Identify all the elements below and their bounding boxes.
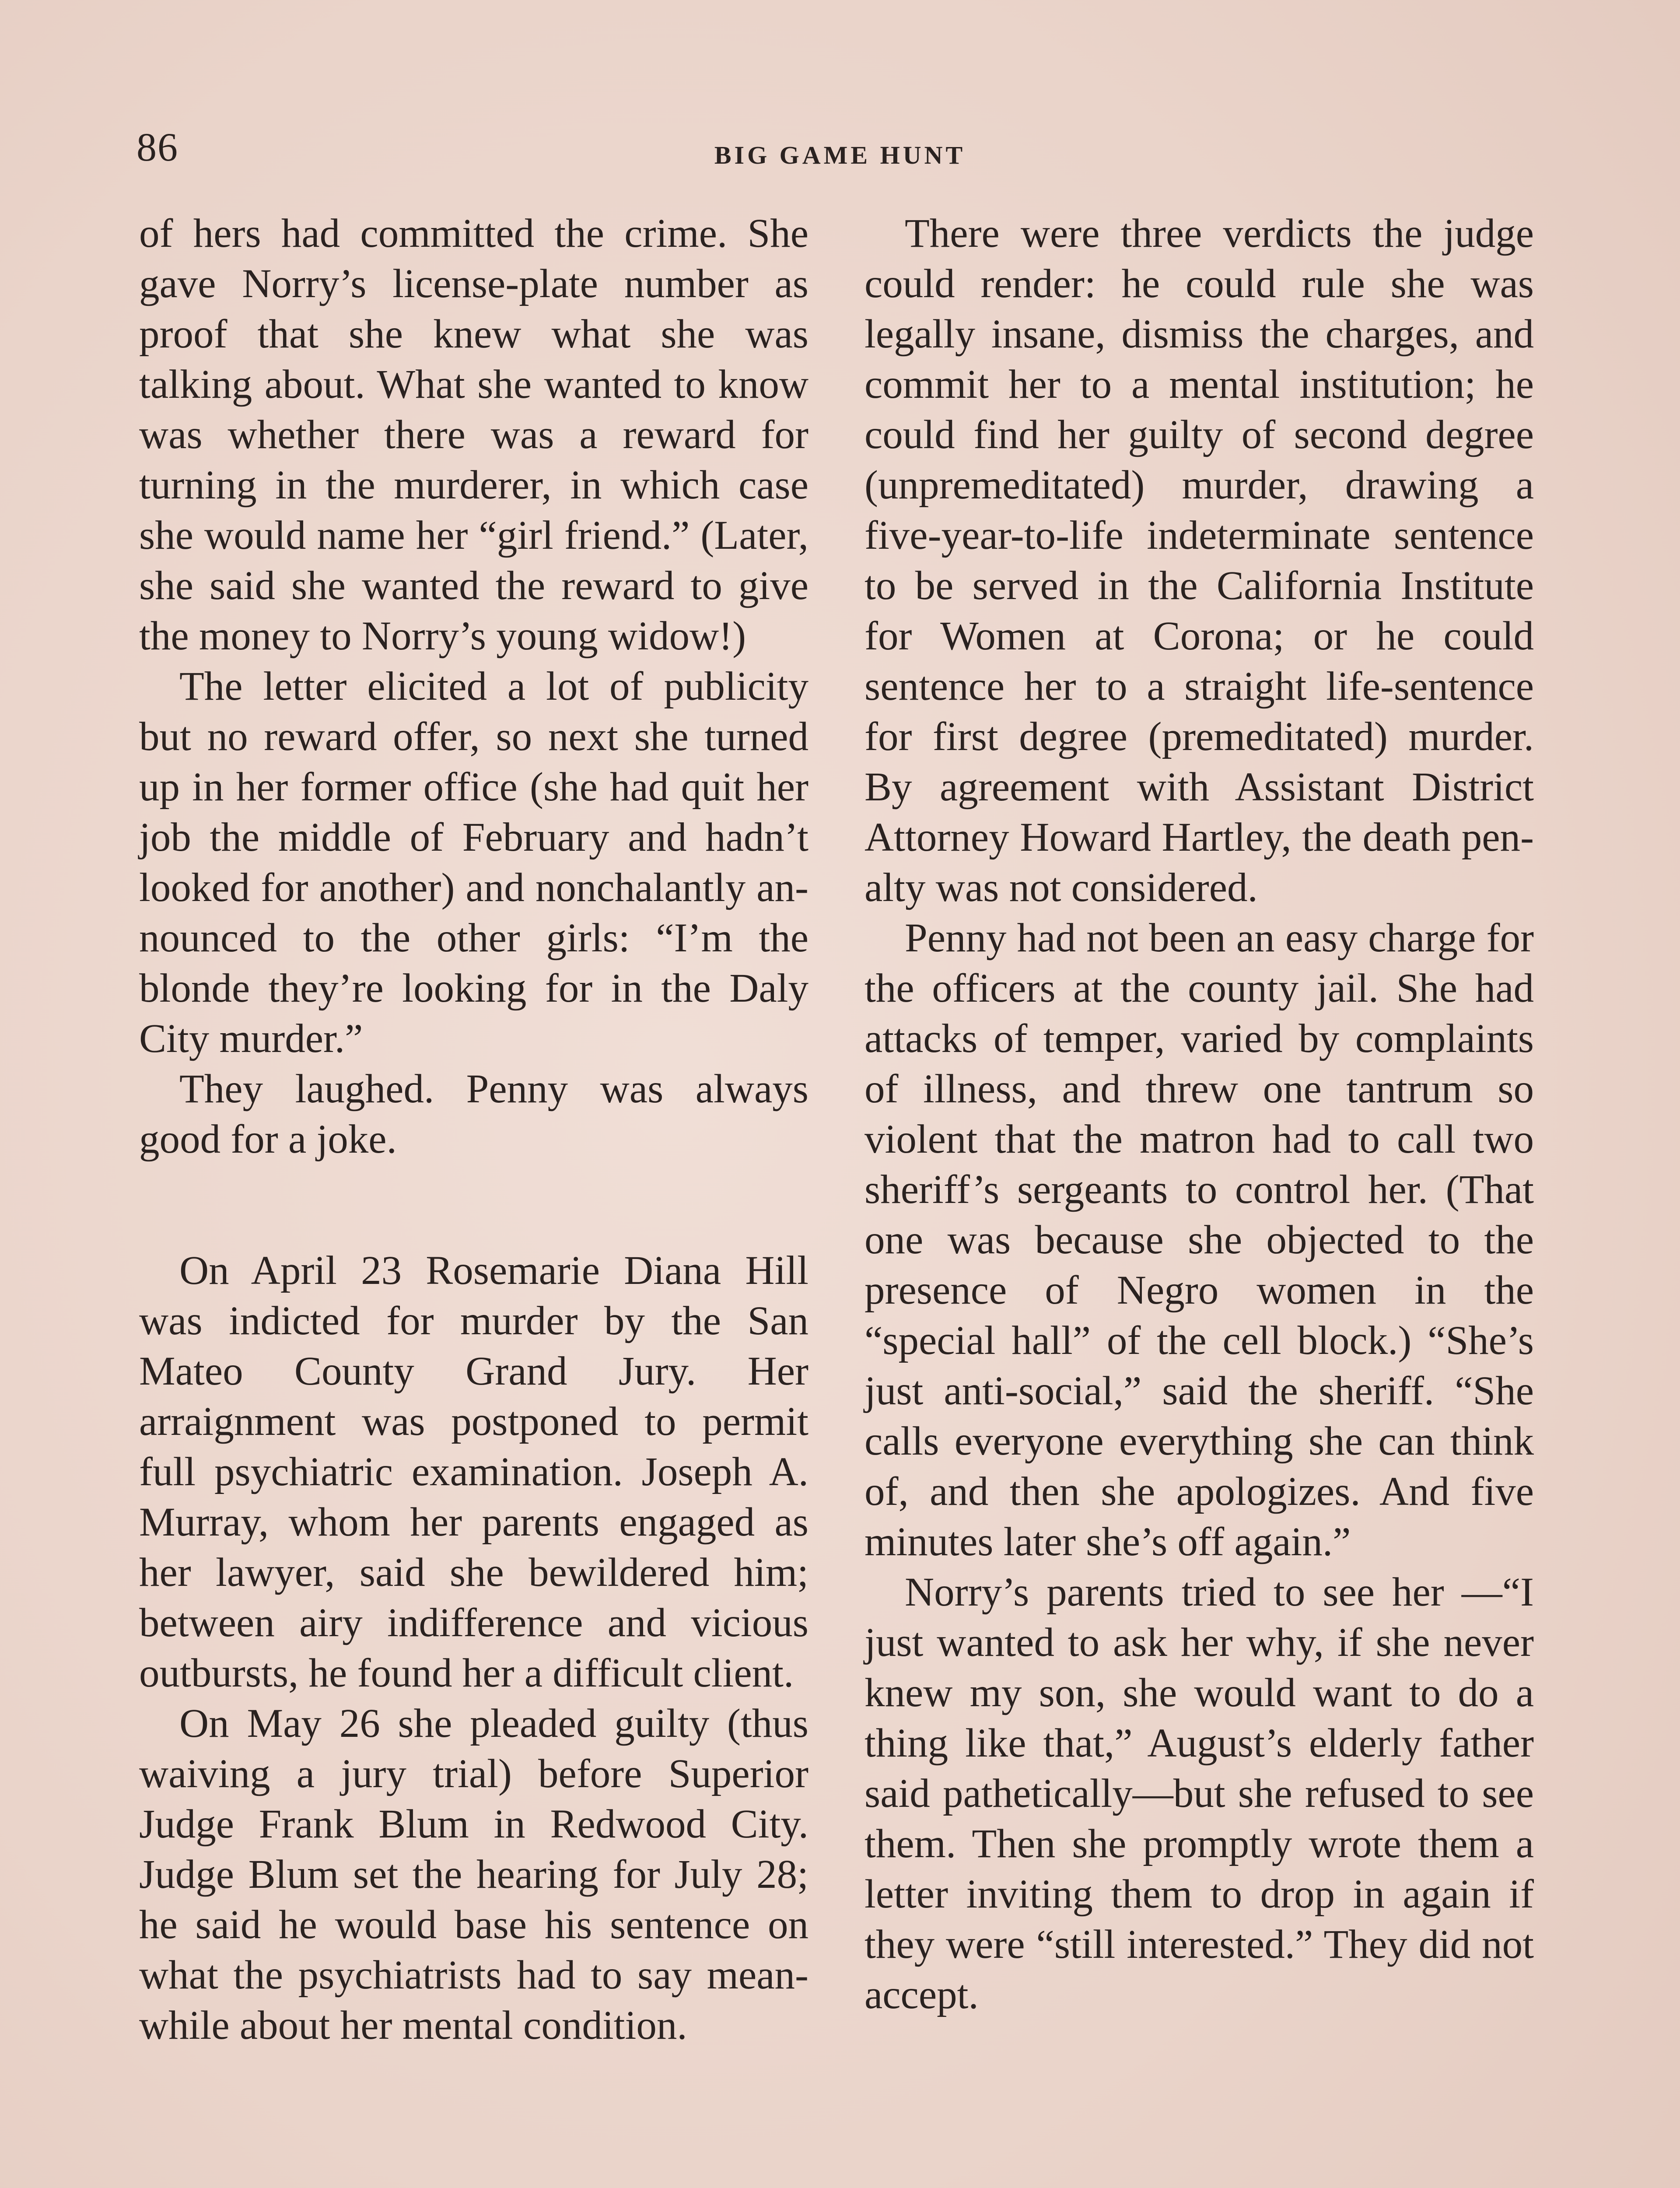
paragraph: Penny had not been an easy charge for the officers at the county jail. She had attacks of temper, varied by complaints of illness, and threw one tantrum so violent that the matron had to call two sheriff’s sergeants to control her. (That one was because she objected to the presence of Negro women in the “special hall” of the cell block.) “She’s just anti-social,” said the sheriff. “She calls everyone everything she can think of, and then she apologizes. And five minutes later she’s off again.” bbox=[864, 915, 1534, 1564]
right-column bbox=[864, 208, 1534, 2020]
paragraph: The letter elicited a lot of publicity but no reward offer, so next she turned up in her former office (she had quit her job the middle of February and hadn’t looked for another) and nonchalantly announced to the other girls: “I’m the blonde they’re looking for in the Daly City murder.” bbox=[139, 664, 808, 1061]
paragraph: of hers had committed the crime. She gave Norry’s license-plate number as proof that she knew what she was talking about. What she wanted to know was whether there was a reward for turning in the murderer, in which case she would name her “girl friend.” (Later, she said she wanted the reward to give the money to Norry’s young widow!) bbox=[139, 211, 808, 659]
paragraph: There were three verdicts the judge could render: he could rule she was legally insane, dismiss the charges, and commit her to a mental institution; he could find her guilty of second degree (unpremeditated) murder, drawing a five-year-to-life indeterminate sentence to be served in the California Institute for Women at Corona; or he could sentence her to a straight life-sentence for first degree (premeditated) murder. By agreement with Assistant District Attorney Howard Hartley, the death penalty was not considered. bbox=[864, 211, 1534, 910]
paragraph: They laughed. Penny was always good for a joke. bbox=[139, 1066, 808, 1162]
paragraph: On April 23 Rosemarie Diana Hill was indicted for murder by the San Mateo County Grand Jury. Her arraignment was postponed to permit full psychiatric examination. Joseph A. Murray, whom her parents engaged as her lawyer, said she bewildered him; between airy indifference and vicious outbursts, he found her a difficult client. bbox=[139, 1248, 808, 1696]
section-break bbox=[139, 1164, 808, 1245]
paragraph: On May 26 she pleaded guilty (thus waiving a jury trial) before Superior Judge Frank Blum in Redwood City. Judge Blum set the hearing for July 28; he said he would base his sentence on what the psychiatrists had to say meanwhile about her mental condition. bbox=[139, 1701, 808, 2048]
left-column bbox=[139, 208, 808, 2051]
page-number: 86 bbox=[136, 125, 178, 169]
running-head: BIG GAME HUNT bbox=[714, 141, 966, 169]
paragraph: Norry’s parents tried to see her —“I just wanted to ask her why, if she never knew my son, she would want to do a thing like that,” August’s elderly father said pathetically—but she refused to see them. Then she promptly wrote them a letter inviting them to drop in again if they were “still interested.” They did not accept. bbox=[864, 1570, 1534, 2017]
